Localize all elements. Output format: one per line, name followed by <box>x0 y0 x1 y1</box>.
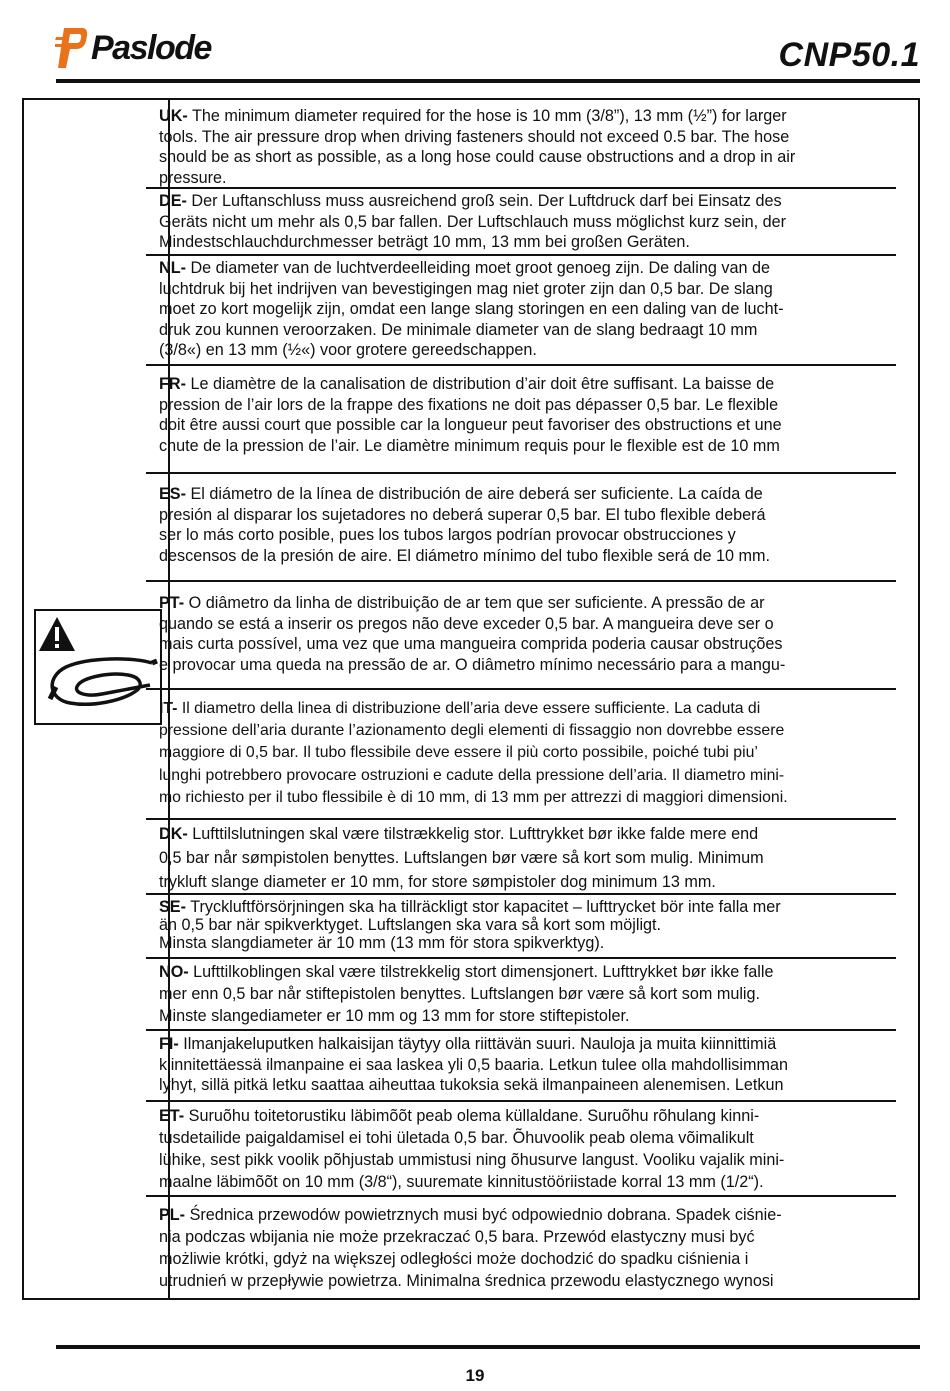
paslode-p-logo-icon <box>55 25 89 71</box>
section-text: Tryckluftförsörjningen ska ha tillräckligt stor kapacitet – lufttrycket bör inte falla mer än 0,5 bar när spikverktyget. Luftslangen ska vara så kort som möjligt. Minsta slangdiameter är 10 mm (13 mm för stora spikverktyg). <box>159 898 781 952</box>
section-text: Suruõhu toitetorustiku läbimõõt peab olema küllaldane. Suruõhu rõhulang kinni- tusdetailide paigaldamisel ei tohi ületada 0,5 bar. Õhuvoolik peab olema võimalikult lühike, sest pikk voolik põhjustab ummistusi ning õhusurve langust. Vooliku vajalik mini- maalne läbimõõt on 10 mm (3/8“), suuremate kinnitustööriistade korral 13 mm (1/2“). <box>159 1107 785 1191</box>
section-text: Der Luftanschluss muss ausreichend groß sein. Der Luftdruck darf bei Einsatz des Geräts nicht um mehr als 0,5 bar fallen. Der Luftschlauch muss möglichst kurz sein, der Mindestschlauchdurchmesser beträgt 10 mm, 13 mm bei großen Geräten. <box>159 192 787 252</box>
section-text: Lufttilkoblingen skal være tilstrekkelig stort dimensjonert. Lufttrykket bør ikke falle mer enn 0,5 bar når stiftepistolen benyttes. Luftslangen bør være så kort som mulig. Minste slangediameter er 10 mm og 13 mm for store stiftepistoler. <box>159 963 774 1025</box>
language-code: UK- <box>159 107 188 125</box>
language-code: ES- <box>159 485 186 503</box>
section-dk <box>146 820 896 895</box>
language-code: PT- <box>159 594 185 612</box>
page-header <box>0 0 950 90</box>
language-code: FI- <box>159 1035 179 1053</box>
language-code: NO- <box>159 963 189 981</box>
section-fr <box>146 366 896 474</box>
model-number: CNP50.1 <box>778 36 920 74</box>
language-code: FR- <box>159 375 186 393</box>
section-text: De diameter van de luchtverdeelleiding moet groot genoeg zijn. De daling van de luchtdruk bij het indrijven van bevestigingen mag niet groter zijn dan 0,5 bar. De slang moet zo kort mogelijk zijn, omdat een lange slang storingen en een daling van de lucht- druk zou kunnen veroorzaken. De minimale diameter van de slang bedraagt 10 mm (3/8«) en 13 mm (½«) voor grotere gereedschappen. <box>159 259 784 360</box>
brand-name: Paslode <box>91 28 211 67</box>
header-rule <box>56 79 920 83</box>
language-code: DE- <box>159 192 187 210</box>
section-it <box>146 690 896 820</box>
warning-hose-illustration <box>36 611 160 723</box>
language-code: NL- <box>159 259 186 277</box>
section-text: El diámetro de la línea de distribución de aire deberá ser suficiente. La caída de presión al disparar los sujetadores no deberá superar 0,5 bar. El tubo flexible deberá ser lo más corto posible, pues los tubos largos podrían provocar obstrucciones y descensos de la presión de aire. El diámetro mínimo del tubo flexible será de 10 mm. <box>159 485 770 565</box>
language-code: ET- <box>159 1107 185 1125</box>
section-no <box>146 959 896 1031</box>
section-et <box>146 1102 896 1197</box>
section-uk <box>146 100 896 189</box>
section-es <box>146 474 896 582</box>
language-code: SE- <box>159 898 186 916</box>
section-text: Il diametro della linea di distribuzione dell’aria deve essere sufficiente. La caduta di pressione dell’aria durante l’azionamento degli elementi di fissaggio non dovrebbe essere maggiore di 0,5 bar. Il tubo flessibile deve essere il più corto possibile, poiché tubi piu’ lunghi potrebbero provocare ostruzioni e cadute della pressione dell’aria. Il diametro mini- mo richiesto per il tubo flessibile è di 10 mm, di 13 mm per attrezzi di maggiori dimensioni. <box>159 700 788 806</box>
page-number: 19 <box>465 1366 485 1385</box>
warning-triangle-icon <box>39 617 75 651</box>
section-text: O diâmetro da linha de distribuição de ar tem que ser suficiente. A pressão de ar quando se está a inserir os pregos não deve exceder 0,5 bar. A mangueira deve ser o mais curta possível, uma vez que uma mangueira comprida poderia causar obstruções e provocar uma queda na pressão de ar. O diâmetro mínimo necessário para a mangu- <box>159 594 786 674</box>
footer-rule <box>56 1345 920 1349</box>
section-text: Ilmanjakeluputken halkaisijan täytyy olla riittävän suuri. Nauloja ja muita kiinnittimiä kiinnitettäessä ilmanpaine ei saa laskea yli 0,5 baaria. Letkun tulee olla mahdollisimman lyhyt, sillä pitkä letku saattaa aiheuttaa tukoksia sekä ilmanpaineen alenemisen. Letkun <box>159 1035 788 1095</box>
language-code: IT- <box>159 700 178 717</box>
section-text: Le diamètre de la canalisation de distribution d’air doit être suffisant. La baisse de pression de l’air lors de la frappe des fixations ne doit pas dépasser 0,5 bar. Le flexible doit être aussi court que possible car la longueur peut favoriser des obstructions et une chute de la pression de l’air. Le diamètre minimum requis pour le flexible est de 10 mm <box>159 375 782 455</box>
section-text: Lufttilslutningen skal være tilstrækkelig stor. Lufttrykket bør ikke falde mere end 0,5 bar når sømpistolen benyttes. Luftslangen bør være så kort som mulig. Minimum trykluft slange diameter er 10 mm, for store sømpistoler dog minimum 13 mm. <box>159 825 764 891</box>
section-text: The minimum diameter required for the hose is 10 mm (3/8”), 13 mm (½”) for larger tools. The air pressure drop when driving fasteners should not exceed 0.5 bar. The hose should be as short as possible, as a long hose could cause obstructions and a drop in air pressure. <box>159 107 796 187</box>
language-code: DK- <box>159 825 188 843</box>
section-pt <box>146 582 896 690</box>
section-fi <box>146 1031 896 1102</box>
section-nl <box>146 256 896 366</box>
section-se <box>146 895 896 959</box>
language-code: PL- <box>159 1206 186 1224</box>
section-de <box>146 189 896 256</box>
warning-symbol-box <box>34 609 162 725</box>
coiled-air-hose-icon <box>50 659 157 704</box>
section-pl <box>146 1197 896 1298</box>
section-text: Średnica przewodów powietrznych musi być odpowiednio dobrana. Spadek ciśnie- nia podczas wbijania nie może przekraczać 0,5 bara. Przewód elastyczny musi być możliwie krótki, gdyż na większej odległości może dochodzić do spadku ciśnienia i utrudnień w przepływie powietrza. Minimalna średnica przewodu elastycznego wynosi <box>159 1206 782 1290</box>
brand-logo <box>55 24 211 72</box>
